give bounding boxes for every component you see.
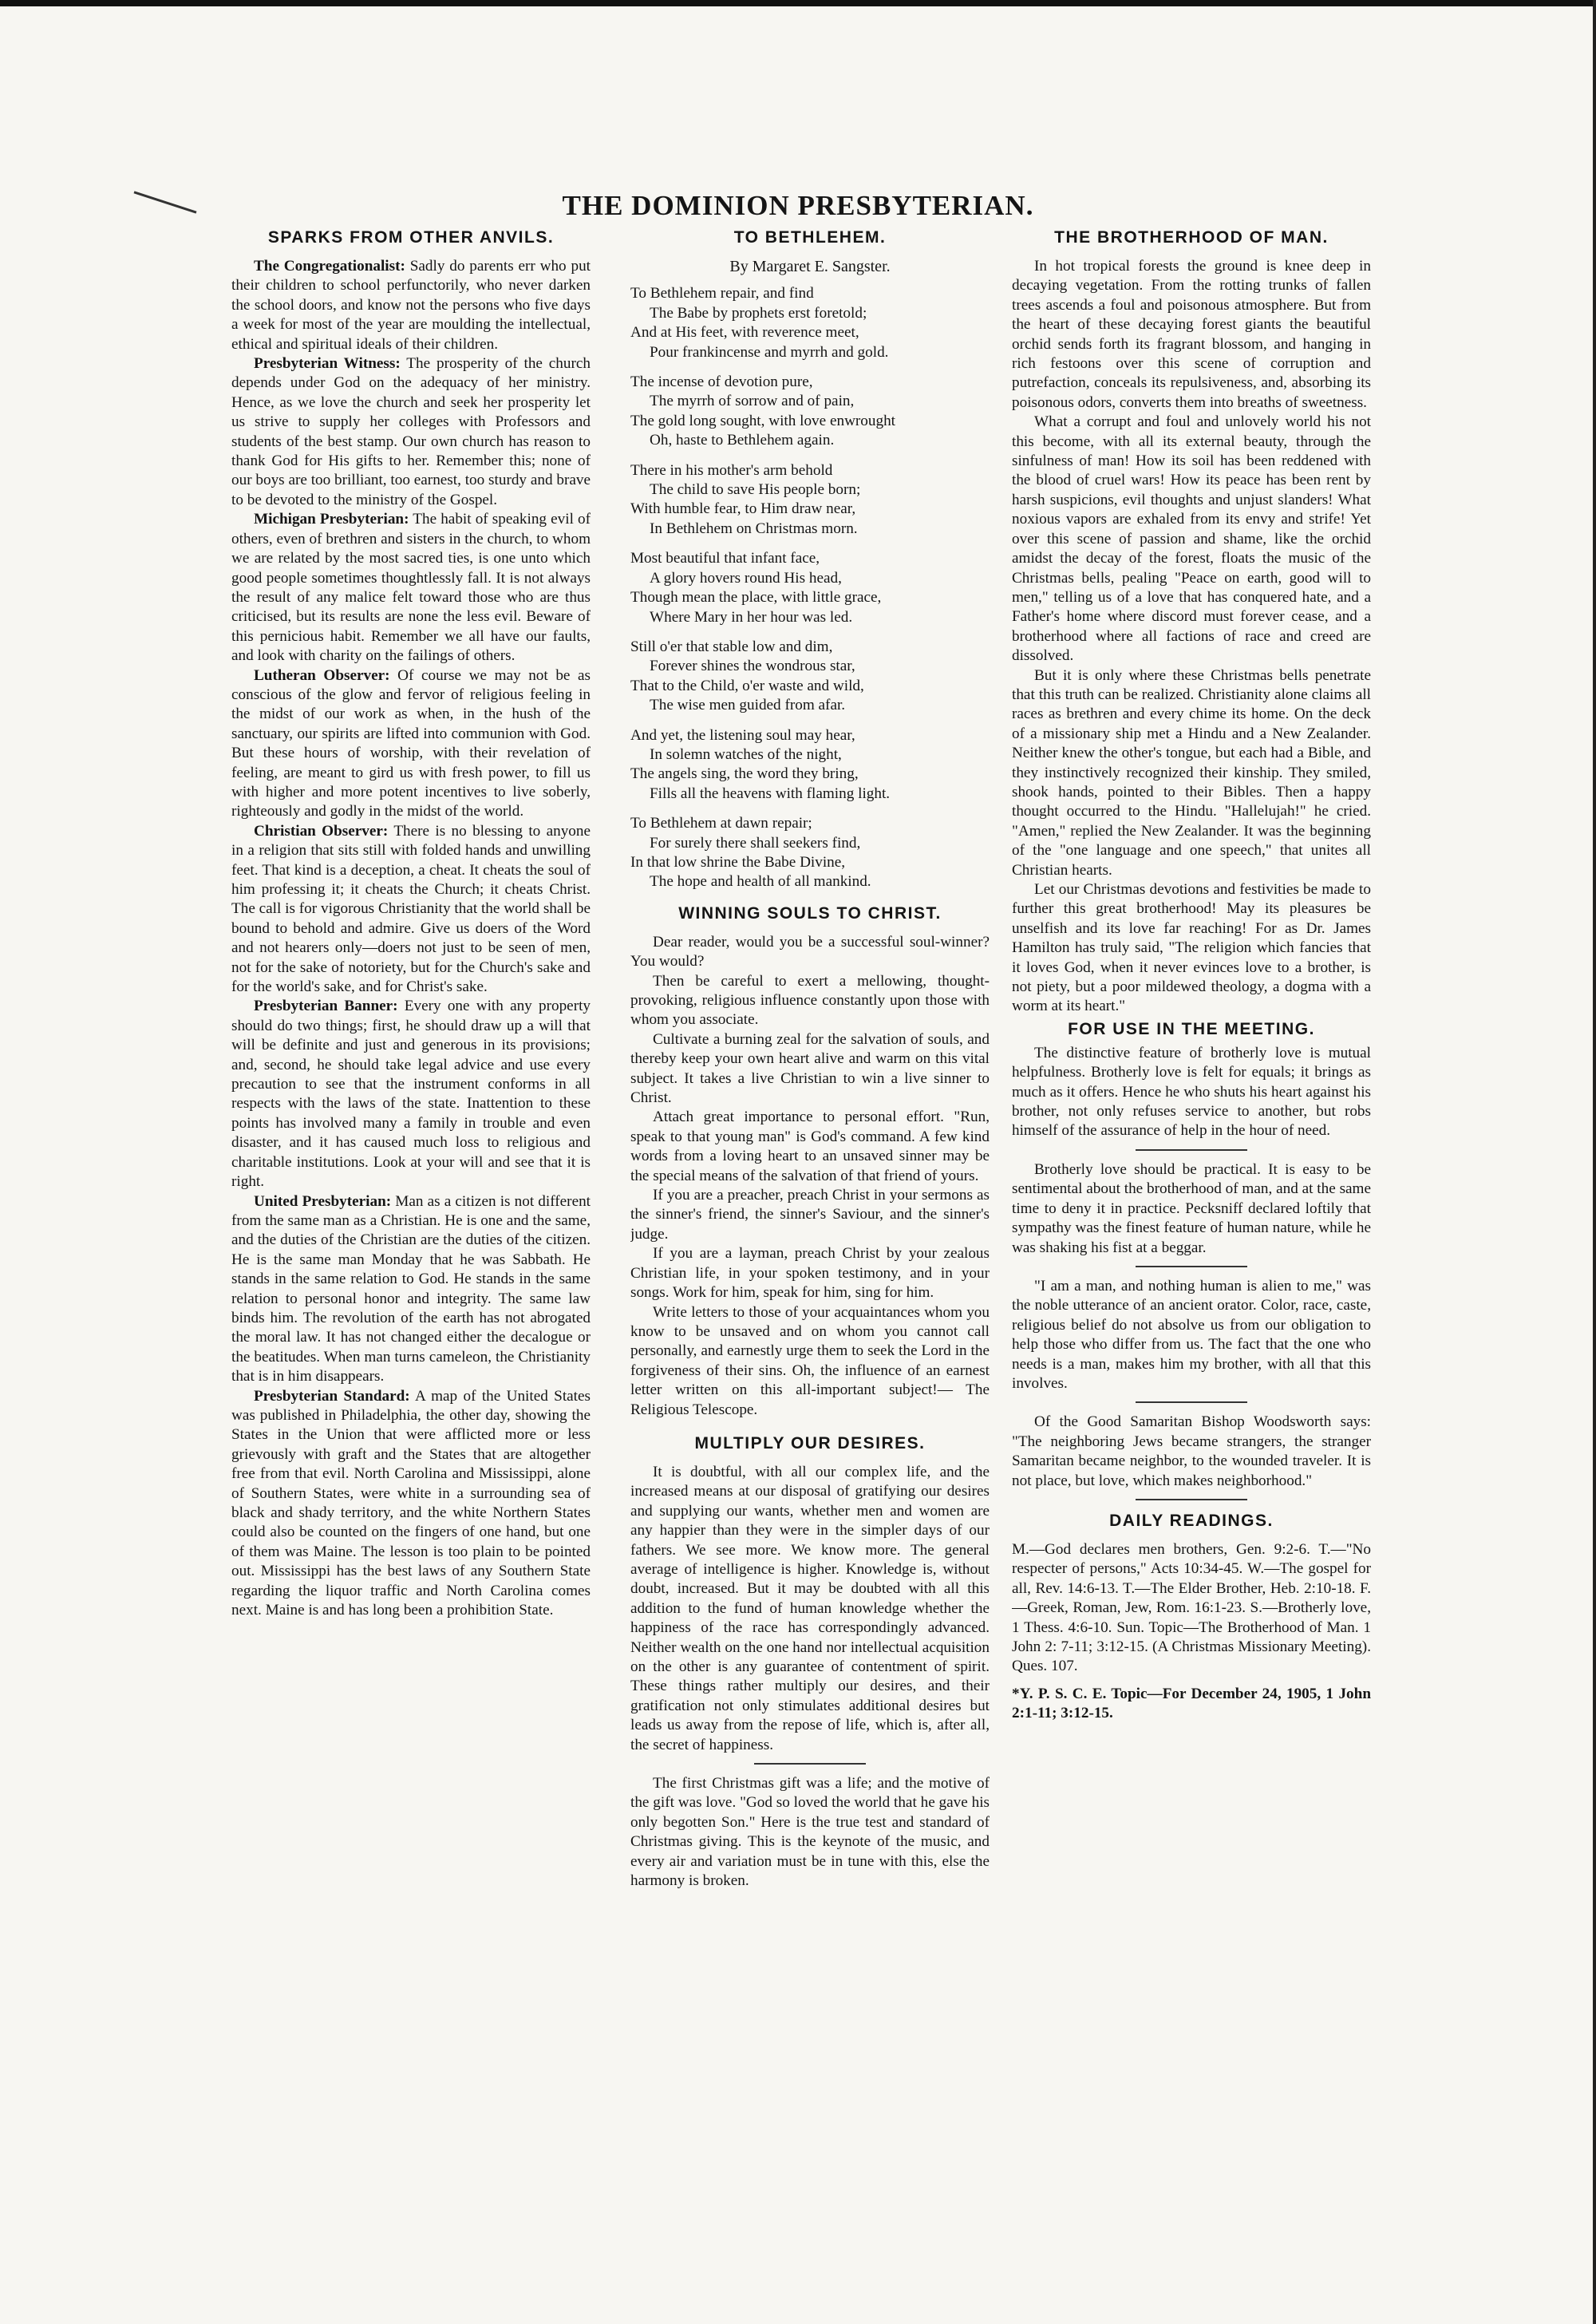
samaritan-paragraph: Of the Good Samaritan Bishop Woodsworth says: "The neighboring Jews became strangers, the stranger Samaritan became neighbor, to the wounded traveler. It is not place, but love, which makes neighborhood." <box>1012 1413 1371 1489</box>
poem-line: Most beautiful that infant face, <box>630 550 820 567</box>
section-rule <box>1136 1401 1247 1403</box>
daily-readings <box>1012 1540 1371 1724</box>
winning-paragraph: Dear reader, would you be a successful soul-winner? You would? <box>630 933 990 970</box>
sparks-paragraph <box>231 510 591 666</box>
paragraph-text: There is no blessing to anyone in a religion that sits still with folded hands and unwilling feet. That kind is a deception, a cheat. It cheats the soul of him professing it; it cheats the Church; it cheats Christ. The call is for vigorous Christianity that the world shall be bound to behold and admire. Give us doers of the Word and not hearers only—doers not just to be seen of men, not for the sake of notoriety, but for the Church's sake and for the world's sake, and for Christ's sake. <box>231 822 591 996</box>
meeting-body <box>1012 1044 1371 1141</box>
poem-line: And yet, the listening soul may hear, <box>630 726 855 744</box>
daily-readings-heading: DAILY READINGS. <box>1109 1511 1274 1530</box>
brotherhood-body <box>1012 257 1371 1017</box>
samaritan-body <box>1012 1413 1371 1491</box>
brotherhood-heading: THE BROTHERHOOD OF MAN. <box>1054 228 1329 247</box>
poem-line: Still o'er that stable low and dim, <box>630 638 833 655</box>
section-rule <box>1136 1266 1247 1267</box>
scan-right-edge <box>1593 0 1596 2324</box>
orator-paragraph: "I am a man, and nothing human is alien to me," was the noble utterance of an ancient orator. Color, race, caste, religious belief do not absolve us from our obligation to help those who differ from us. The fact that the one who needs is a man, makes him my brother, with all that this involves. <box>1012 1277 1371 1392</box>
paragraph-text: Of course we may not be as conscious of the glow and fervor of religious feeling in the midst of our work as when, in the hush of the sanctuary, our spirits are lifted into communion with God. But these hours of worship, with their revelation of feeling, are meant to gird us with fresh power, to fill us with higher and more potent incentives to live soberly, righteously and godly in the midst of the world. <box>231 666 591 820</box>
column-sparks <box>231 227 591 2318</box>
poem-line: To Bethlehem at dawn repair; <box>630 815 812 832</box>
winning-heading: WINNING SOULS TO CHRIST. <box>678 903 942 923</box>
source-name: Michigan Presbyterian: <box>254 511 409 528</box>
poem-line: Pour frankincense and myrrh and gold. <box>650 343 889 361</box>
winning-paragraph: Attach great importance to personal effort. "Run, speak to that young man" is God's command. A few kind words from a loving heart to an unsaved sinner may be the special means of the salvation of that friend of yours. <box>630 1109 990 1184</box>
paragraph-text: The prosperity of the church depends under God on the adequacy of her ministry. Hence, as we love the church and seek her prosperity let us strive to supply her colleges with Professors and students of the best stamp. Our own church has reason to thank God for His gifts to her. Remember this; none of our boys are too brilliant, too earnest, too sturdy and brave to be devoted to the ministry of the Gospel. <box>231 355 591 508</box>
brotherhood-paragraph: Let our Christmas devotions and festivities be made to further this great brotherhood! May its pleasures be unselfish and its love far reaching! For as Dr. James Hamilton has truly said, "The religion which fancies that it loves God, when it never evinces love to a brother, is not piety, but a poor mildewed theology, a dogma with a worm at its heart." <box>1012 881 1371 1015</box>
poem-stanza <box>630 461 990 540</box>
poem-body <box>630 284 990 891</box>
brotherhood-paragraph: What a corrupt and foul and unlovely world his not this become, with all its external beauty, through the sinfulness of man! How its soil has been reddened with the blood of cruel wars! How its peace has been rent by harsh suspicions, evil thoughts and unjust slanders! What noxious vapors are exhaled from its envy and strife! Yet over this scene of passion and shame, like the orchid amidst the decay of the forest, floats the music of the Christmas bells, pealing "Peace on earth, good will to men," telling us of a love that has conquered hate, and a Father's home where discord must forever cease, and a brotherhood where all factions of race and creed are dissolved. <box>1012 413 1371 665</box>
sparks-paragraph <box>231 1387 591 1621</box>
sparks-paragraph <box>231 822 591 998</box>
paragraph-text: The habit of speaking evil of others, even of brethren and sisters in the church, to whom we are related by the most sacred ties, is one unto which good people sometimes thoughtlessly fall. It is not always the result of any malice felt toward those who are thus criticised, but its results are none the less evil. Beware of this pernicious habit. Remember we all have our faults, and look with charity on the failings of others. <box>231 511 591 665</box>
source-name: Presbyterian Standard: <box>254 1387 410 1405</box>
sparks-paragraph <box>231 997 591 1192</box>
paragraph-text: Sadly do parents err who put their children to school perfunctorily, who never darken the school doors, and know not the persons who five days a week for most of the year are moulding the intellectual, ethical and spiritual ideals of their children. <box>231 258 591 353</box>
poem-stanza <box>630 284 990 362</box>
poem-line: And at His feet, with reverence meet, <box>630 324 859 342</box>
poem-line: For surely there shall seekers find, <box>650 834 861 852</box>
poem-line: Fills all the heavens with flaming light. <box>650 785 891 802</box>
sparks-paragraph <box>231 1192 591 1387</box>
source-name: Christian Observer: <box>254 822 389 840</box>
page-masthead: THE DOMINION PRESBYTERIAN. <box>562 190 1034 221</box>
poem-line: The incense of devotion pure, <box>630 374 813 391</box>
column-bethlehem <box>630 227 990 2318</box>
poem-line: In solemn watches of the night, <box>650 745 842 763</box>
source-name: The Congregationalist: <box>254 258 405 275</box>
poem-line: With humble fear, to Him draw near, <box>630 500 856 518</box>
christmas-gift-paragraph: The first Christmas gift was a life; and the motive of the gift was love. "God so loved the world that he gave his only begotten Son." Here is the true test and standard of Christmas giving. This is the keynote of the music, and every air and variation must be in tune with this, else the harmony is broken. <box>630 1775 990 1890</box>
poem-title: TO BETHLEHEM. <box>733 228 887 247</box>
section-rule <box>1136 1149 1247 1151</box>
multiply-body <box>630 1463 990 1755</box>
poem-stanza <box>630 638 990 716</box>
winning-paragraph: If you are a preacher, preach Christ in your sermons as the sinner's friend, the sinner's Saviour, and the sinner's judge. <box>630 1187 990 1243</box>
daily-readings-text: M.—God declares men brothers, Gen. 9:2-6. T.—"No respecter of persons," Acts 10:34-45. W.—The gospel for all, Rev. 14:6-13. T.—The Elder Brother, Heb. 2:10-18. F.—Greek, Roman, Jew, Rom. 16:1-23. S.—Brotherly love, 1 Thess. 4:6-10. Sun. Topic—The Brotherhood of Man. 1 John 2: 7-11; 3:12-15. (A Christmas Missionary Meeting). Ques. 107. <box>1012 1540 1371 1675</box>
winning-paragraph: Cultivate a burning zeal for the salvation of souls, and thereby keep your own heart alive and warm on this vital subject. It takes a live Christian to win a live sinner to Christ. <box>630 1030 990 1107</box>
poem-line: The gold long sought, with love enwrought <box>630 412 896 429</box>
poem-line: A glory hovers round His head, <box>650 569 842 587</box>
source-name: Presbyterian Banner: <box>254 998 398 1015</box>
christmas-gift-body <box>630 1774 990 1891</box>
poem-byline: By Margaret E. Sangster. <box>729 258 891 275</box>
sparks-paragraph <box>231 666 591 822</box>
multiply-paragraph: It is doubtful, with all our complex life, and the increased means at our disposal of gratifying our desires and supplying our wants, whether men and women are any happier than they were in the simpler days of our fathers. We see more. We know more. The general average of intelligence is higher. Knowledge is, without doubt, increased. But it may be doubted with all this addition to the fund of human knowledge whether the happiness of the race has correspondingly advanced. Neither wealth on the one hand nor intellectual acquisition on the other is any guarantee of contentment of spirit. These things rather multiply our desires, and their gratification not only stimulates additional desires but leads us away from the repose of life, which is, after all, the secret of happiness. <box>630 1463 990 1753</box>
poem-stanza <box>630 373 990 451</box>
poem-stanza <box>630 726 990 804</box>
poem-line: The Babe by prophets erst foretold; <box>650 304 867 322</box>
orator-body <box>1012 1277 1371 1393</box>
section-rule <box>754 1763 866 1765</box>
poem-line: The hope and health of all mankind. <box>650 873 871 891</box>
sparks-paragraph <box>231 257 591 354</box>
poem-line: The angels sing, the word they bring, <box>630 765 859 783</box>
winning-body <box>630 933 990 1420</box>
winning-paragraph: Then be careful to exert a mellowing, thought-provoking, religious influence constantly upon those with whom you associate. <box>630 972 990 1029</box>
poem-line: The myrrh of sorrow and of pain, <box>650 393 855 410</box>
practical-paragraph: Brotherly love should be practical. It is easy to be sentimental about the brotherhood of man, and at the same time to deny it in practice. Pecksniff declared loftily that sympathy was the finest feature of human nature, while he was shaking his fist at a beggar. <box>1012 1160 1371 1256</box>
winning-paragraph: If you are a layman, preach Christ by your zealous Christian life, in your spoken testimony, and in your songs. Work for him, speak for him, sing for him. <box>630 1245 990 1302</box>
source-name: Presbyterian Witness: <box>254 355 401 373</box>
multiply-heading: MULTIPLY OUR DESIRES. <box>694 1433 926 1452</box>
brotherhood-paragraph: But it is only where these Christmas bells penetrate that this truth can be realized. Christianity alone claims all races as brethren and every chime its home. On the deck of a missionary ship met a Hindu and a New Zealander. Neither knew the other's tongue, but each had a Bible, and they instinctively recognized their kinship. They smiled, shook hands, pointed to their Bibles. Then a happy thought occurred to the Hindu. "Hallelujah!" he cried. "Amen," replied the New Zealander. It was the beginning of the "one language and one speech," that unites all Christian hearts. <box>1012 666 1371 879</box>
winning-paragraph: Write letters to those of your acquaintances whom you know to be unsaved and on whom you cannot call personally, and earnestly urge them to seek the Lord in the forgiveness of their sins. Oh, the influence of an earnest letter written on this all-important subject!— The Religious Telescope. <box>630 1303 990 1418</box>
sparks-body <box>231 257 591 1620</box>
poem-line: Forever shines the wondrous star, <box>650 658 855 675</box>
column-brotherhood <box>1012 227 1371 2318</box>
paragraph-text: Man as a citizen is not different from the same man as a Christian. He is one and the same, and the duties of the Christian are the duties of the citizen. He is the same man Monday that he was Sabbath. He stands in the same relation to God. He stands in the same relation to personal honor and integrity. The same law binds him. The revolution of the earth has not abrogated the moral law. It has not changed either the decalogue or the beatitudes. When man turns cameleon, the Christianity that is in him disappears. <box>231 1192 591 1385</box>
paragraph-text: Every one with any property should do two things; first, he should draw up a will that will be definite and just and generous in its provisions; and, second, he should take legal advice and use every precaution to see that the instrument conforms in all respects with the laws of the state. Inattention to these points has involved many a family in trouble and even disaster, and it has caused much loss to religious and charitable institutions. Look at your will and see that it is right. <box>231 998 591 1191</box>
meeting-heading: FOR USE IN THE MEETING. <box>1068 1019 1315 1038</box>
scan-top-edge <box>0 0 1596 6</box>
practical-body <box>1012 1160 1371 1258</box>
poem-line: In Bethlehem on Christmas morn. <box>650 520 858 537</box>
meeting-paragraph: The distinctive feature of brotherly love is mutual helpfulness. Brotherly love is felt for equals; it brings as much as it offers. Hence he who shuts his heart against his brother, not only refuses service to another, but robs himself of the assurance of help in the hour of need. <box>1012 1044 1371 1140</box>
poem-line: Where Mary in her hour was led. <box>650 608 853 626</box>
paragraph-text: A map of the United States was published in Philadelphia, the other day, showing the States in the Union that were afflicted more or less grievously with graft and the States that are altogether free from that evil. North Carolina and Mississippi, alone of Southern States, were white in a surrounding sea of black and shady territory, and the white Northern States could also be counted on the fingers of one hand, but one of them was Maine. The lesson is too plain to be pointed out. Mississippi has the best laws of any Southern State regarding the liquor traffic and North Carolina comes next. Maine is and has long been a prohibition State. <box>231 1387 591 1619</box>
poem-line: That to the Child, o'er waste and wild, <box>630 677 864 694</box>
poem-line: The wise men guided from afar. <box>650 697 846 714</box>
source-name: Lutheran Observer: <box>254 666 390 684</box>
brotherhood-paragraph: In hot tropical forests the ground is knee deep in decaying vegetation. From the rotting trunks of fallen trees ascends a foul and poisonous atmosphere. But from the heart of these decaying forest giants the beautiful orchid sends forth its fragrant blossom, and hanging in rich festoons over this scene of corruption and putrefaction, conceals its repulsiveness, and, absorbing its poisonous odors, converts them into breaths of sweetness. <box>1012 258 1371 411</box>
poem-line: In that low shrine the Babe Divine, <box>630 853 846 871</box>
section-rule <box>1136 1499 1247 1500</box>
poem-stanza <box>630 814 990 892</box>
sparks-paragraph <box>231 354 591 510</box>
poem-line: The child to save His people born; <box>650 481 861 499</box>
poem-line: To Bethlehem repair, and find <box>630 285 814 302</box>
poem-line: Though mean the place, with little grace, <box>630 589 882 607</box>
sparks-heading: SPARKS FROM OTHER ANVILS. <box>267 228 555 247</box>
poem-stanza <box>630 549 990 627</box>
daily-readings-topic: *Y. P. S. C. E. Topic—For December 24, 1905, 1 John 2:1-11; 3:12-15. <box>1012 1685 1371 1722</box>
poem-line: There in his mother's arm behold <box>630 461 833 479</box>
poem-line: Oh, haste to Bethlehem again. <box>650 432 835 449</box>
source-name: United Presbyterian: <box>254 1192 392 1210</box>
